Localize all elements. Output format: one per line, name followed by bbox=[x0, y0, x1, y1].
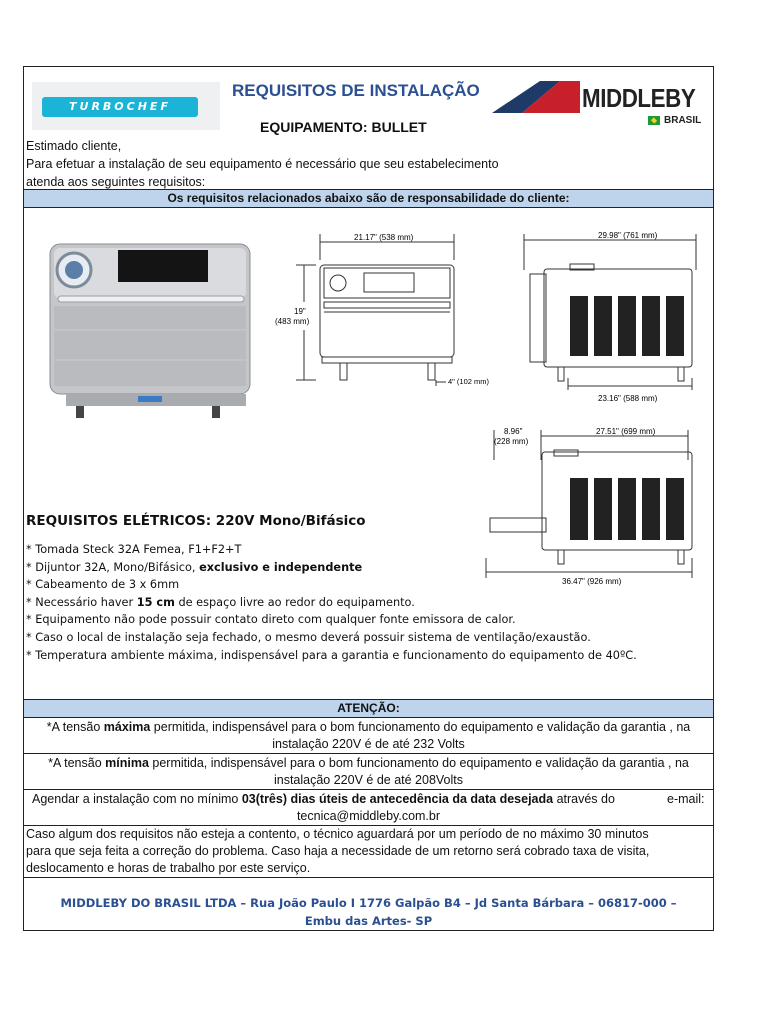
equipment-drawings bbox=[24, 210, 713, 590]
dim-front-height-in: 19" bbox=[294, 307, 306, 316]
document-title: REQUISITOS DE INSTALAÇÃO bbox=[232, 81, 480, 100]
dim-door-width: 27.51" (699 mm) bbox=[596, 427, 656, 436]
notice-line: Caso algum dos requisitos não esteja a contento, o técnico aguardará por um período de no máximo 30 minutos bbox=[26, 827, 649, 841]
schedule-line1: Agendar a instalação com no mínimo 03(três) dias úteis de antecedência da data desejada através do e-mail: bbox=[32, 792, 705, 806]
notice-row bbox=[24, 825, 713, 877]
middleby-logo-text: MIDDLEBY bbox=[582, 83, 696, 113]
min-voltage-line1: *A tensão mínima permitida, indispensável para o bom funcionamento do equipamento e validação da garantia , na bbox=[48, 756, 689, 770]
min-voltage-row bbox=[24, 753, 713, 789]
dim-door-depth-mm: (228 mm) bbox=[494, 437, 529, 446]
dim-door-depth-in: 8.96" bbox=[504, 427, 523, 436]
max-voltage-line2: instalação 220V é de até 232 Volts bbox=[272, 737, 465, 751]
footer-address-line2: Embu das Artes- SP bbox=[304, 914, 433, 928]
middleby-logo bbox=[492, 77, 708, 133]
equipment-title: EQUIPAMENTO: BULLET bbox=[260, 119, 427, 135]
door-open-vents bbox=[570, 478, 684, 540]
min-voltage-line2: instalação 220V é de até 208Volts bbox=[273, 773, 464, 787]
intro-line: Estimado cliente, bbox=[26, 139, 122, 153]
notice-line: deslocamento e horas de trabalho por este serviço. bbox=[26, 861, 311, 875]
middleby-country: BRASIL bbox=[664, 115, 702, 126]
dim-side-width-top: 29.98" (761 mm) bbox=[598, 231, 658, 240]
notice-line: para que seja feita a correção do problema. Caso haja a necessidade de um retorno será cobrado taxa de visita, bbox=[26, 844, 650, 858]
company-footer bbox=[24, 877, 713, 931]
list-item: * Dijuntor 32A, Mono/Bifásico, exclusivo e independente bbox=[26, 560, 363, 574]
list-item: * Caso o local de instalação seja fechado, o mesmo deverá possuir sistema de ventilação/exaustão. bbox=[26, 630, 591, 644]
dim-side-width-bottom: 23.16" (588 mm) bbox=[598, 394, 658, 403]
side-view-vents bbox=[570, 296, 684, 356]
middleby-mark-icon bbox=[492, 79, 582, 119]
dim-front-width: 21.17" (538 mm) bbox=[354, 233, 414, 242]
electrical-title: REQUISITOS ELÉTRICOS: 220V Mono/Bifásico bbox=[26, 513, 366, 529]
intro-text bbox=[26, 137, 499, 191]
dim-door-total: 36.47" (926 mm) bbox=[562, 577, 622, 586]
footer-address-line1: MIDDLEBY DO BRASIL LTDA – Rua João Paulo I 1776 Galpão B4 – Jd Santa Bárbara – 06817-000 – bbox=[60, 896, 677, 910]
email-label: e-mail: bbox=[667, 792, 705, 806]
dim-front-height-mm: (483 mm) bbox=[275, 317, 310, 326]
list-item: * Temperatura ambiente máxima, indispensável para a garantia e funcionamento do equipamento de 40ºC. bbox=[26, 648, 637, 662]
electrical-list bbox=[26, 541, 637, 664]
list-item: * Cabeamento de 3 x 6mm bbox=[26, 578, 180, 592]
intro-line: Para efetuar a instalação de seu equipamento é necessário que seu estabelecimento bbox=[26, 157, 499, 171]
dim-front-feet: 4" (102 mm) bbox=[448, 377, 490, 386]
turbochef-logo bbox=[32, 82, 220, 130]
attention-band: ATENÇÃO: bbox=[24, 699, 713, 718]
intro-line: atenda aos seguintes requisitos: bbox=[26, 175, 206, 189]
oven-photo bbox=[50, 244, 250, 418]
turbochef-logo-text: TURBOCHEF bbox=[42, 97, 198, 117]
list-item: * Necessário haver 15 cm de espaço livre ao redor do equipamento. bbox=[26, 595, 415, 609]
max-voltage-row bbox=[24, 717, 713, 753]
max-voltage-line1: *A tensão máxima permitida, indispensável para o bom funcionamento do equipamento e validação da garantia , na bbox=[46, 720, 691, 734]
schedule-row bbox=[24, 789, 713, 825]
document-sheet bbox=[23, 66, 714, 931]
brazil-flag-icon bbox=[648, 116, 660, 125]
list-item: * Equipamento não pode possuir contato direto com qualquer fonte emissora de calor. bbox=[26, 613, 516, 627]
list-item: * Tomada Steck 32A Femea, F1+F2+T bbox=[26, 543, 242, 556]
front-view-drawing bbox=[296, 234, 454, 386]
responsibility-band: Os requisitos relacionados abaixo são de responsabilidade do cliente: bbox=[24, 189, 713, 208]
contact-email[interactable]: tecnica@middleby.com.br bbox=[296, 809, 441, 823]
